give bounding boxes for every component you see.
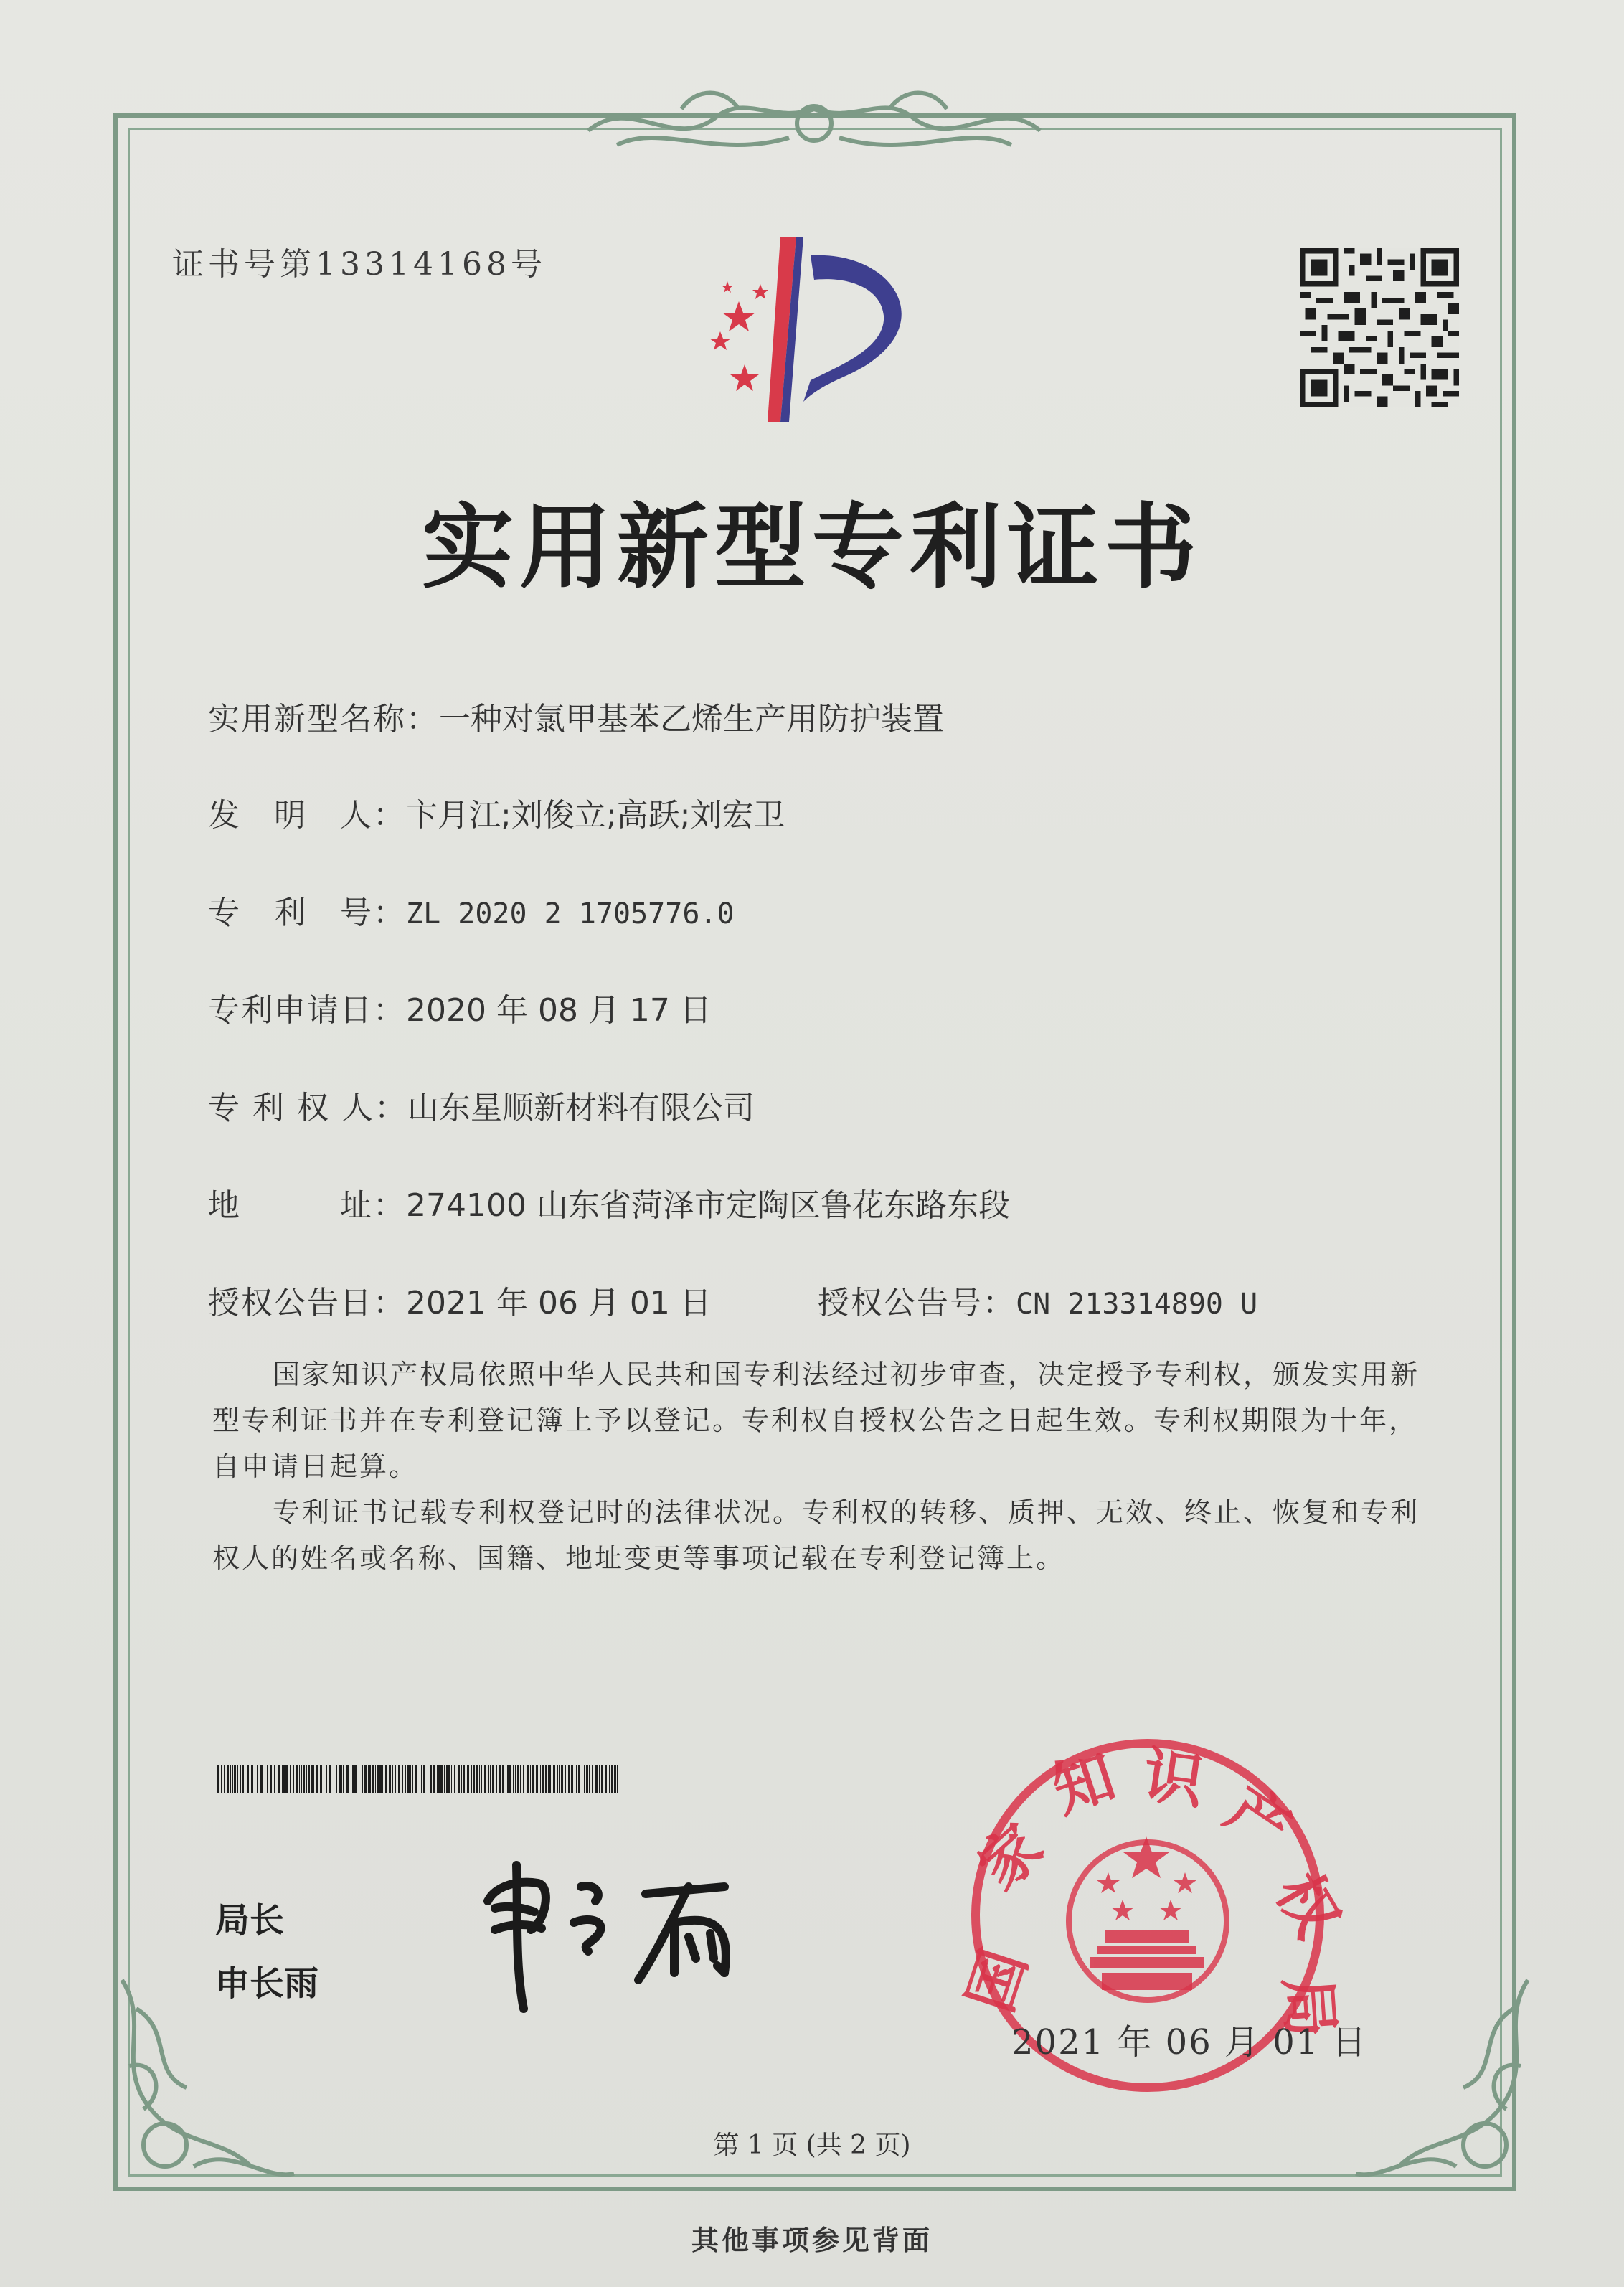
barcode-bar <box>576 1765 577 1793</box>
qr-code-icon <box>1300 248 1459 407</box>
barcode-bar <box>536 1765 538 1793</box>
barcode-bar <box>296 1765 298 1793</box>
barcode-bar <box>375 1765 376 1793</box>
see-back-note: 其他事项参见背面 <box>691 2224 933 2256</box>
barcode-bar <box>392 1765 393 1793</box>
barcode-bar <box>308 1765 310 1793</box>
barcode-bar <box>247 1765 249 1793</box>
field-value: 卞月江;刘俊立;高跃;刘宏卫 <box>406 797 785 834</box>
barcode-bar <box>270 1765 272 1793</box>
barcode-bar <box>234 1765 236 1793</box>
svg-text:权: 权 <box>1262 1861 1354 1949</box>
barcode-bar <box>532 1765 534 1793</box>
barcode-bar <box>364 1765 367 1793</box>
barcode-bar <box>592 1765 593 1793</box>
barcode-bar <box>230 1765 231 1793</box>
field-label: 实用新型名称： <box>208 701 439 737</box>
barcode-bar <box>467 1765 469 1793</box>
barcode-bar <box>578 1765 580 1793</box>
barcode-bar <box>240 1765 241 1793</box>
svg-text:知: 知 <box>1044 1740 1124 1827</box>
field-label: 专 利 权 人： <box>208 1090 407 1126</box>
barcode-bar <box>379 1765 382 1793</box>
barcode-bar <box>540 1765 541 1793</box>
barcode-bar <box>496 1765 497 1793</box>
barcode-bar <box>488 1765 489 1793</box>
field-value: 2021 年 06 月 01 日 <box>406 1285 712 1321</box>
barcode-bar <box>412 1765 413 1793</box>
barcode-bar <box>437 1765 438 1793</box>
signatory-name: 申长雨 <box>215 1963 319 2004</box>
barcode-bar <box>440 1765 443 1793</box>
barcode-bar <box>492 1765 494 1793</box>
barcode-bar <box>527 1765 529 1793</box>
barcode-bar <box>568 1765 570 1793</box>
barcode-bar <box>274 1765 275 1793</box>
barcode-bar <box>444 1765 445 1793</box>
seal-date: 2021 年 06 月 01 日 <box>1011 2022 1368 2062</box>
svg-text:国: 国 <box>953 1941 1041 2021</box>
barcode-bar <box>237 1765 238 1793</box>
barcode-bar <box>405 1765 406 1793</box>
barcode-bar <box>499 1765 501 1793</box>
barcode-bar <box>377 1765 379 1793</box>
barcode-bar <box>490 1765 491 1793</box>
barcode-bar <box>320 1765 322 1793</box>
field-value: 一种对氯甲基苯乙烯生产用防护装置 <box>439 701 944 737</box>
barcode-bar <box>553 1765 555 1793</box>
barcode-bar <box>530 1765 531 1793</box>
barcode-bar <box>479 1765 480 1793</box>
barcode-bar <box>368 1765 369 1793</box>
barcode-bar <box>398 1765 400 1793</box>
top-ornament <box>574 80 1054 166</box>
field-value: ZL 2020 2 1705776.0 <box>406 897 735 930</box>
field-label: 专利申请日： <box>208 992 406 1029</box>
barcode-bar <box>407 1765 410 1793</box>
barcode-bar <box>267 1765 268 1793</box>
barcode-bar <box>251 1765 253 1793</box>
barcode-bar <box>402 1765 403 1793</box>
barcode-bar <box>311 1765 313 1793</box>
barcode-bar <box>584 1765 585 1793</box>
director-signature-icon <box>473 1844 832 2016</box>
barcode-bar <box>395 1765 396 1793</box>
barcode-bar <box>385 1765 387 1793</box>
barcode-bar <box>421 1765 422 1793</box>
barcode-bar <box>451 1765 452 1793</box>
field-grant-date <box>208 1277 712 1323</box>
field-label: 发 明 人： <box>208 797 406 834</box>
barcode-bar <box>614 1765 616 1793</box>
barcode-bar <box>326 1765 327 1793</box>
barcode-bar <box>313 1765 314 1793</box>
barcode-bar <box>548 1765 549 1793</box>
barcode-bar <box>609 1765 610 1793</box>
barcode-bar <box>461 1765 462 1793</box>
cnipa-logo-icon <box>696 237 940 430</box>
barcode-bar <box>285 1765 288 1793</box>
svg-text:局: 局 <box>1272 1974 1347 2040</box>
svg-text:识: 识 <box>1138 1738 1209 1818</box>
barcode-bar <box>221 1765 222 1793</box>
barcode-bar <box>520 1765 521 1793</box>
barcode-bar <box>599 1765 600 1793</box>
barcode-bar <box>341 1765 342 1793</box>
barcode-bar <box>515 1765 516 1793</box>
field-patent-number <box>208 887 735 933</box>
barcode-bar <box>542 1765 544 1793</box>
field-utility-model-name <box>208 693 944 739</box>
barcode-bar <box>458 1765 460 1793</box>
barcode-bar <box>283 1765 285 1793</box>
barcode-bar <box>565 1765 566 1793</box>
field-label: 授权公告日： <box>208 1285 406 1321</box>
barcode-bar <box>232 1765 233 1793</box>
barcode-bar <box>362 1765 363 1793</box>
barcode-bar <box>282 1765 283 1793</box>
field-value: 山东星顺新材料有限公司 <box>407 1090 755 1126</box>
barcode-bar <box>517 1765 519 1793</box>
barcode-bar <box>430 1765 432 1793</box>
barcode-bar <box>446 1765 448 1793</box>
field-label: 授权公告号： <box>818 1285 1016 1321</box>
barcode-bar <box>354 1765 357 1793</box>
barcode-bar <box>481 1765 482 1793</box>
barcode-bar <box>343 1765 344 1793</box>
grant-statement-paragraph: 国家知识产权局依照中华人民共和国专利法经过初步审查，决定授予专利权，颁发实用新型专利证书并在专利登记簿上予以登记。专利权自授权公告之日起生效。专利权期限为十年，自申请日起算。 <box>212 1359 1420 1482</box>
field-value: 274100 山东省菏泽市定陶区鲁花东路东段 <box>406 1187 1010 1224</box>
barcode-bar <box>545 1765 547 1793</box>
barcode-bar <box>369 1765 371 1793</box>
barcode-bar <box>611 1765 613 1793</box>
barcode-bar <box>301 1765 302 1793</box>
barcode-bar <box>329 1765 331 1793</box>
barcode-bar <box>559 1765 560 1793</box>
barcode-bar <box>290 1765 291 1793</box>
barcode-bar <box>278 1765 280 1793</box>
barcode-bar <box>476 1765 478 1793</box>
field-address <box>208 1179 1010 1225</box>
barcode-bar <box>448 1765 450 1793</box>
barcode-bar <box>389 1765 391 1793</box>
barcode-bar <box>595 1765 598 1793</box>
field-application-date <box>208 984 712 1030</box>
barcode-bar <box>557 1765 558 1793</box>
barcode-bar <box>303 1765 305 1793</box>
legal-status-paragraph: 专利证书记载专利权登记时的法律状况。专利权的转移、质押、无效、终止、恢复和专利权人的姓名或名称、国籍、地址变更等事项记载在专利登记簿上。 <box>212 1496 1420 1574</box>
barcode-bar <box>589 1765 590 1793</box>
barcode-bar <box>484 1765 486 1793</box>
barcode-bar <box>224 1765 225 1793</box>
barcode-bar <box>571 1765 573 1793</box>
field-value: 2020 年 08 月 17 日 <box>406 992 712 1029</box>
field-label: 地 址： <box>208 1187 406 1224</box>
barcode-icon <box>217 1765 623 1793</box>
barcode-bar <box>415 1765 417 1793</box>
barcode-bar <box>513 1765 514 1793</box>
barcode-bar <box>242 1765 244 1793</box>
barcode-bar <box>346 1765 349 1793</box>
field-value: CN 213314890 U <box>1016 1288 1258 1321</box>
barcode-bar <box>561 1765 563 1793</box>
barcode-bar <box>454 1765 455 1793</box>
barcode-bar <box>260 1765 263 1793</box>
barcode-bar <box>372 1765 374 1793</box>
barcode-bar <box>586 1765 588 1793</box>
barcode-bar <box>549 1765 551 1793</box>
field-grant-number <box>818 1277 1257 1323</box>
barcode-bar <box>438 1765 440 1793</box>
barcode-bar <box>257 1765 258 1793</box>
barcode-bar <box>471 1765 472 1793</box>
barcode-bar <box>605 1765 607 1793</box>
signatory-title: 局长 <box>215 1900 285 1941</box>
barcode-bar <box>601 1765 603 1793</box>
barcode-bar <box>293 1765 294 1793</box>
barcode-bar <box>382 1765 383 1793</box>
barcode-bar <box>410 1765 411 1793</box>
barcode-bar <box>509 1765 511 1793</box>
barcode-bar <box>523 1765 524 1793</box>
barcode-bar <box>507 1765 509 1793</box>
barcode-bar <box>306 1765 307 1793</box>
barcode-bar <box>217 1765 219 1793</box>
certificate-title: 实用新型专利证书 <box>421 494 1202 601</box>
barcode-bar <box>463 1765 465 1793</box>
svg-text:产: 产 <box>1213 1773 1304 1866</box>
field-patentee <box>208 1082 755 1128</box>
barcode-bar <box>299 1765 300 1793</box>
barcode-bar <box>352 1765 354 1793</box>
barcode-bar <box>473 1765 475 1793</box>
certificate-number: 证书号第13314168号 <box>172 246 547 283</box>
barcode-bar <box>617 1765 618 1793</box>
barcode-bar <box>227 1765 229 1793</box>
barcode-bar <box>336 1765 337 1793</box>
barcode-bar <box>423 1765 425 1793</box>
field-label: 专 利 号： <box>208 895 406 931</box>
field-inventors <box>208 789 785 835</box>
barcode-bar <box>339 1765 341 1793</box>
page-number: 第 1 页 (共 2 页) <box>713 2131 911 2160</box>
barcode-bar <box>502 1765 504 1793</box>
barcode-bar <box>316 1765 318 1793</box>
barcode-bar <box>433 1765 435 1793</box>
svg-text:家: 家 <box>963 1810 1057 1903</box>
